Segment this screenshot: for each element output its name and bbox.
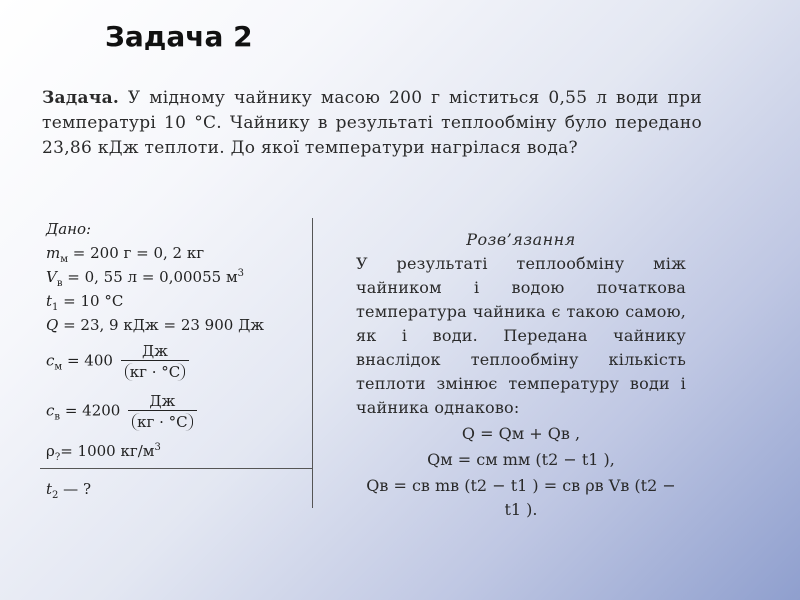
given-find: $t_2$ — ? [46, 480, 91, 501]
formula-water-heat: Qв = cв mв (t2 − t1 ) = cв ρв Vв (t2 − t1 ). [366, 476, 676, 519]
solution-section [356, 228, 686, 522]
given-volume: $V_в = 0$, 55 л = 0,00055 $м^3$ [46, 268, 244, 289]
solution-text: У результаті теплообміну між чайником і водою початкова температура чайника є такою самою, як і води. Передана чайнику внаслідок теплообміну кількість теплоти змінює температуру води і чайника однаково: [356, 254, 686, 417]
given-title: Дано: [46, 220, 92, 238]
given-heat: Q = 23, 9 кДж = 23 900 Дж [46, 316, 265, 334]
problem-text: У мідному чайнику масою 200 г міститься 0,55 л води при температурі 10 °С. Чайнику в результаті теплообміну було передано 23,86 кДж теплоти. До якої температури нагрілася вода? [42, 88, 702, 158]
cv-units-fraction: $\frac{Дж}{кг \cdot ^\circ С}$ [128, 392, 197, 431]
vertical-divider [312, 218, 313, 508]
problem-label: Задача. [42, 88, 120, 108]
given-density: $\rho_?= 1000$ $кг/м^3$ [46, 442, 161, 463]
solution-title: Розв’язання [466, 230, 576, 249]
cm-units-fraction: $\frac{Дж}{кг \cdot ^\circ С}$ [121, 342, 190, 381]
given-mass: $т_м = 200$ г = 0, 2 кг [46, 244, 205, 265]
given-copper-heat-capacity: $c_м = 400$ $\frac{Дж}{кг \cdot ^\circ С}$ [46, 342, 189, 381]
problem-statement [42, 86, 702, 161]
horizontal-divider [40, 468, 312, 469]
formula-copper-heat: Qм = cм mм (t2 − t1 ), [427, 450, 615, 469]
given-water-heat-capacity: $c_в = 4200$ $\frac{Дж}{кг \cdot ^\circ С}$ [46, 392, 197, 431]
formula-total-heat: Q = Qм + Qв , [461, 424, 581, 443]
given-t1: $t_1 = 10$ °С [46, 292, 124, 313]
slide-title: Задача 2 [105, 20, 253, 53]
